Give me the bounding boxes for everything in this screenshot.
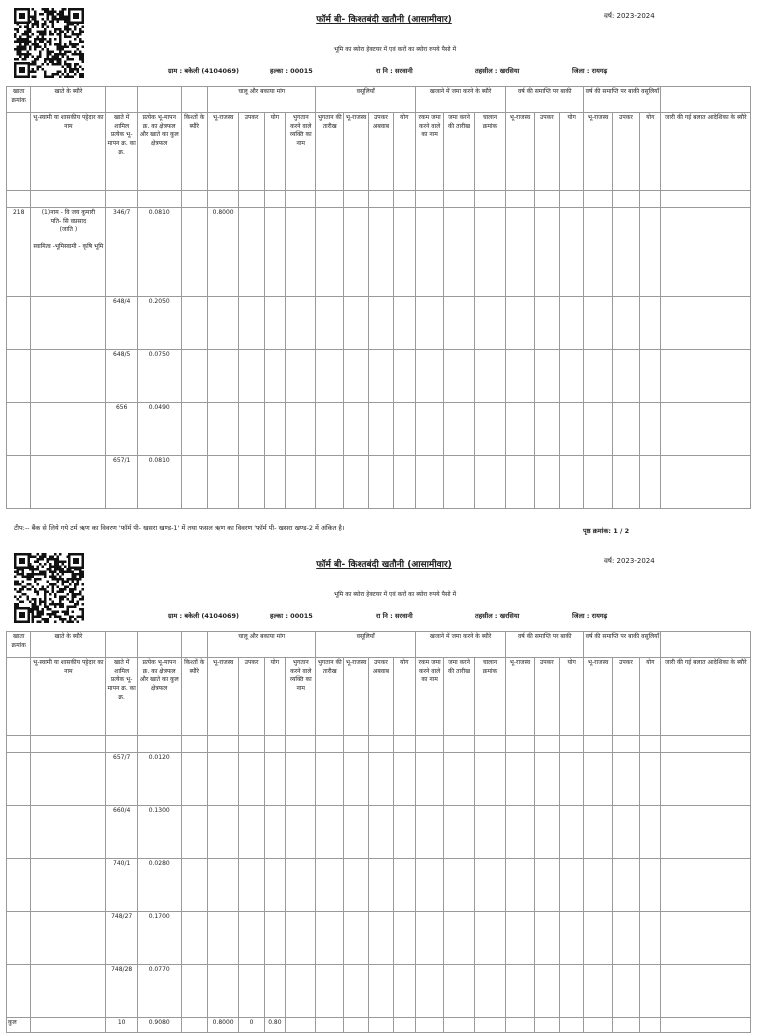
total-yog: 0.80 (264, 1018, 285, 1033)
header-varsh-vasooli: वर्ष की समाप्ति पर बाकी वसूलियाँ (584, 632, 661, 658)
header-adeshika: जारी की गई बलात आदेशिका के ब्यौरे (661, 113, 751, 191)
rakba-value: 0.0280 (137, 859, 181, 912)
village-label: ग्राम : बकेली (4104069) (168, 612, 240, 620)
header-upkar-4: उपकर (612, 658, 639, 736)
header-bhu-rajasva: भू-राजस्व (207, 113, 238, 191)
header-yog-4: योग (640, 113, 661, 191)
rani-label: रा नि : सरवानी (376, 612, 413, 620)
table-row (7, 456, 751, 509)
rakba-value: 0.0770 (137, 965, 181, 1018)
header-bhugtan-tarikh: भुगतान की तारीख (316, 113, 343, 191)
table-row (7, 350, 751, 403)
khasra-number: 748/28 (106, 965, 137, 1018)
header-upkar-3: उपकर (534, 113, 559, 191)
table-row (7, 753, 751, 806)
header-rakam: रकम जमा करने वाले का नाम (415, 658, 443, 736)
rakba-value: 0.0810 (137, 456, 181, 509)
khasra-number: 656 (106, 403, 137, 456)
header-varsh-baaki: वर्ष की समाप्ति पर बाकी (506, 87, 584, 113)
header-khajane: खजाने में जमा करने के ब्यौरे (415, 87, 505, 113)
header-varsh-vasooli: वर्ष की समाप्ति पर बाकी वसूलियाँ (584, 87, 661, 113)
khasra-number: 740/1 (106, 859, 137, 912)
rakba-value: 0.0490 (137, 403, 181, 456)
total-row (7, 1018, 751, 1033)
header-rakba: प्रत्येक भू-मापन क्र. का क्षेत्रफल और खाते का कुल क्षेत्रफल (137, 658, 181, 736)
halka-label: हल्का : 00015 (270, 67, 313, 75)
header-bhu-rajasva-2: भू-राजस्व (343, 113, 368, 191)
header-rakam: रकम जमा करने वाले का नाम (415, 113, 443, 191)
units-note: भूमि का ब्योरा हेक्टयर में एवं करों का ब्योरा रुपये पैसो में (333, 46, 457, 53)
header-bhuswami: भू-स्वामी या शासकीय पट्टेदार का नाम (31, 658, 106, 736)
header-bhu-rajasva-3: भू-राजस्व (506, 658, 534, 736)
header-vasooliyan: वसूलियाँ (316, 87, 415, 113)
rakba-value: 0.0810 (137, 208, 181, 297)
khasra-number: 660/4 (106, 806, 137, 859)
khatauni-table-page-1 (6, 86, 751, 509)
header-khate-ke-byore: खाते के ब्यौरे (31, 632, 106, 658)
khata-number: 218 (7, 208, 31, 297)
rakba-value: 0.0120 (137, 753, 181, 806)
district-label: जिला : रायगढ़ (572, 612, 608, 620)
header-bhugtan-vyakti: भुगतान करने वाले व्यक्ति का नाम (286, 113, 316, 191)
district-label: जिला : रायगढ़ (572, 67, 608, 75)
table-row (7, 403, 751, 456)
owner-details: (1)नाम - वि जय कुमारी पति- सि वप्रसाद (जाति ) स्वामित्व -भूमिस्वामी - कृषि भूमि (31, 208, 106, 297)
table-row (7, 912, 751, 965)
khasra-number: 648/4 (106, 297, 137, 350)
khasra-number: 346/7 (106, 208, 137, 297)
rakba-value: 0.1700 (137, 912, 181, 965)
form-title: फॉर्म बी- किश्तबंदी खतौनी (आसामीवार) (316, 560, 452, 570)
units-note: भूमि का ब्योरा हेक्टयर में एवं करों का ब्योरा रुपये पैसो में (333, 591, 457, 598)
header-jama-tarikh: जमा करने की तारीख (444, 113, 474, 191)
header-bhugtan-tarikh: भुगतान की तारीख (316, 658, 343, 736)
header-kishten: किश्तों के ब्यौरे (181, 658, 207, 736)
header-chalu-mang: चालू और बकाया मांग (207, 632, 316, 658)
rakba-value: 0.2050 (137, 297, 181, 350)
bhu-rajasva-value: 0.8000 (207, 208, 238, 297)
header-varsh-baaki: वर्ष की समाप्ति पर बाकी (506, 632, 584, 658)
table-row (7, 297, 751, 350)
khasra-number: 748/27 (106, 912, 137, 965)
header-yog-3: योग (559, 658, 583, 736)
header-chalan: चालान क्रमांक (474, 113, 505, 191)
header-khata-kramank: खाता क्रमांक (7, 87, 31, 113)
header-bhu-rajasva-4: भू-राजस्व (584, 658, 612, 736)
khasra-number: 657/7 (106, 753, 137, 806)
header-khate-ke-byore: खाते के ब्यौरे (31, 87, 106, 113)
header-yog-3: योग (559, 113, 583, 191)
header-upkar-abvab: उपकर अबवाब (369, 658, 393, 736)
table-row (7, 208, 751, 297)
halka-label: हल्का : 00015 (270, 612, 313, 620)
tehsil-label: तहसील : खरसिया (475, 67, 520, 75)
total-upkar: 0 (239, 1018, 264, 1033)
header-upkar-abvab: उपकर अबवाब (369, 113, 393, 191)
header-yog: योग (264, 113, 285, 191)
header-upkar: उपकर (239, 658, 264, 736)
header-khata-kramank: खाता क्रमांक (7, 632, 31, 658)
rakba-value: 0.0750 (137, 350, 181, 403)
footnote: टीप:-- बैंक से लिये गये टर्म ऋण का विवरण 'फॉर्म पी- खसरा खण्ड-1' में तथा फसल ऋण का विवरण 'फॉर्म पी- खसरा खण्ड-2 में अंकित है। (14, 524, 345, 532)
header-khasra-no: खाते में शामिल प्रत्येक भू-मापन क्र. का क्र. (106, 113, 137, 191)
header-bhu-rajasva-4: भू-राजस्व (584, 113, 612, 191)
total-label: कुल (7, 1018, 31, 1033)
header-yog: योग (264, 658, 285, 736)
year-label: वर्ष: 2023-2024 (604, 12, 655, 20)
header-upkar-4: उपकर (612, 113, 639, 191)
header-upkar: उपकर (239, 113, 264, 191)
header-upkar-3: उपकर (534, 658, 559, 736)
header-jama-tarikh: जमा करने की तारीख (444, 658, 474, 736)
rakba-value: 0.1300 (137, 806, 181, 859)
total-bhu-rajasva: 0.8000 (207, 1018, 238, 1033)
table-row (7, 806, 751, 859)
khatauni-table-page-2 (6, 631, 751, 1033)
page-number: पृष्ठ क्रमांक: 1 / 2 (583, 527, 630, 535)
header-chalu-mang: चालू और बकाया मांग (207, 87, 316, 113)
rani-label: रा नि : सरवानी (376, 67, 413, 75)
header-bhu-rajasva: भू-राजस्व (207, 658, 238, 736)
table-row (7, 859, 751, 912)
khasra-number: 648/5 (106, 350, 137, 403)
header-kishten: किश्तों के ब्यौरे (181, 113, 207, 191)
year-label: वर्ष: 2023-2024 (604, 557, 655, 565)
total-khasra-count: 10 (106, 1018, 137, 1033)
header-rakba: प्रत्येक भू-मापन क्र. का क्षेत्रफल और खाते का कुल क्षेत्रफल (137, 113, 181, 191)
khasra-number: 657/1 (106, 456, 137, 509)
header-bhuswami: भू-स्वामी या शासकीय पट्टेदार का नाम (31, 113, 106, 191)
header-yog-4: योग (640, 658, 661, 736)
total-rakba: 0.9080 (137, 1018, 181, 1033)
header-yog-2: योग (393, 658, 415, 736)
table-row (7, 965, 751, 1018)
header-vasooliyan: वसूलियाँ (316, 632, 415, 658)
village-label: ग्राम : बकेली (4104069) (168, 67, 240, 75)
header-bhu-rajasva-2: भू-राजस्व (343, 658, 368, 736)
header-khasra-no: खाते में शामिल प्रत्येक भू-मापन क्र. का क्र. (106, 658, 137, 736)
header-bhugtan-vyakti: भुगतान करने वाले व्यक्ति का नाम (286, 658, 316, 736)
header-khajane: खजाने में जमा करने के ब्यौरे (415, 632, 505, 658)
form-title: फॉर्म बी- किश्तबंदी खतौनी (आसामीवार) (316, 15, 452, 25)
header-bhu-rajasva-3: भू-राजस्व (506, 113, 534, 191)
header-yog-2: योग (393, 113, 415, 191)
header-chalan: चालान क्रमांक (474, 658, 505, 736)
tehsil-label: तहसील : खरसिया (475, 612, 520, 620)
header-adeshika: जारी की गई बलात आदेशिका के ब्यौरे (661, 658, 751, 736)
